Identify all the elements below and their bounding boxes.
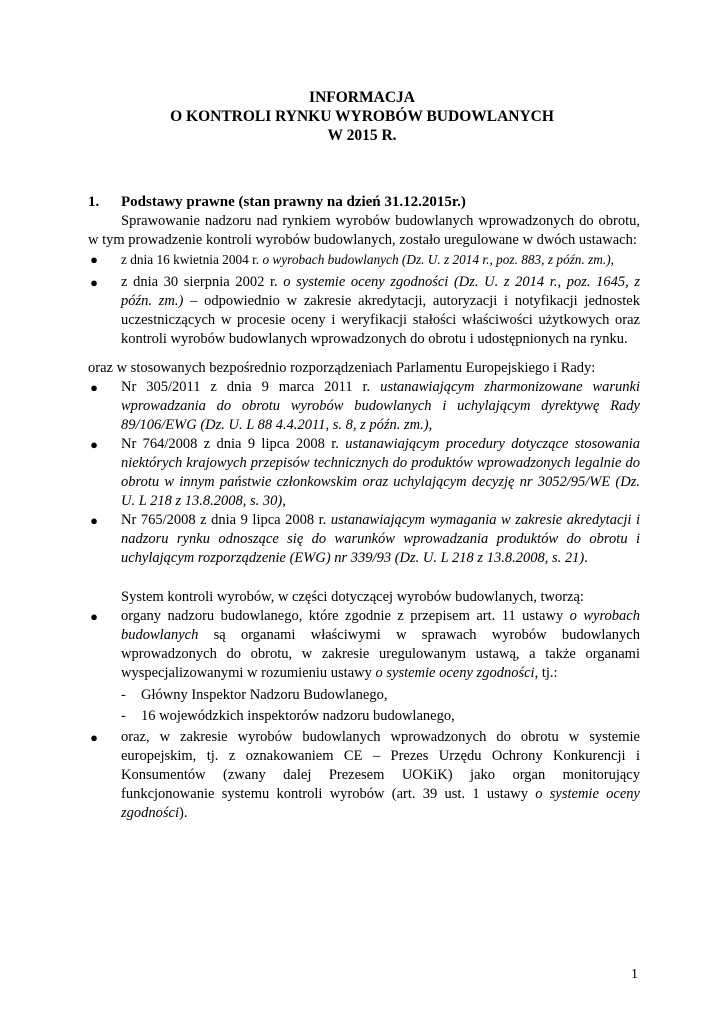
- page-number: 1: [631, 967, 638, 982]
- bullet-icon: ●: [90, 380, 98, 395]
- document-title: [0, 88, 724, 145]
- list-item: ● Nr 764/2008 z dnia 9 lipca 2008 r. ustanawiającym procedury dotyczące stosowania niektórych krajowych przepisów technicznych do produktów wprowadzonych legalnie do obrotu w innym państwie członkowskim oraz uchylającym decyzję nr 3052/95/WE (Dz. U. L 218 z 13.8.2008, s. 30),: [88, 435, 640, 511]
- bullet-icon: ●: [90, 275, 98, 290]
- regulations-intro: oraz w stosowanych bezpośrednio rozporządzeniach Parlamentu Europejskiego i Rady:: [88, 360, 596, 376]
- title-line-1: INFORMACJA: [309, 89, 415, 106]
- intro-paragraph: Sprawowanie nadzoru nad rynkiem wyrobów budowlanych wprowadzonych do obrotu, w tym prowadzenie kontroli wyrobów budowlanych, zostało uregulowane w dwóch ustawach:: [88, 213, 640, 248]
- acts-list: [88, 250, 640, 349]
- list-item: ● Nr 305/2011 z dnia 9 marca 2011 r. ustanawiającym zharmonizowane warunki wprowadzania do obrotu wyrobów budowlanych i uchylającym dyrektywę Rady 89/106/EWG (Dz. U. L 88 4.4.2011, s. 8, z późn. zm.),: [88, 378, 640, 435]
- title-line-2: O KONTROLI RYNKU WYROBÓW BUDOWLANYCH: [170, 108, 554, 125]
- list-item: ● oraz, w zakresie wyrobów budowlanych wprowadzonych do obrotu w systemie europejskim, tj. z oznakowaniem CE – Prezes Urzędu Ochrony Konkurencji i Konsumentów (zwany dalej Prezesem UOKiK) jako organ monitorujący funkcjonowanie systemu kontroli wyrobów (art. 39 ust. 1 ustawy o systemie oceny zgodności).: [88, 728, 640, 823]
- title-line-3: W 2015 R.: [327, 127, 397, 144]
- dash-marker: -: [121, 708, 126, 724]
- section-1-body: [88, 212, 640, 823]
- regulations-list: [88, 378, 640, 568]
- list-item: ● z dnia 16 kwietnia 2004 r. o wyrobach budowlanych (Dz. U. z 2014 r., poz. 883, z późn. zm.),: [88, 250, 640, 270]
- section-number: 1.: [88, 194, 100, 210]
- section-1-heading: [88, 194, 466, 211]
- bullet-icon: ●: [90, 252, 98, 267]
- list-item: ● z dnia 30 sierpnia 2002 r. o systemie oceny zgodności (Dz. U. z 2014 r., poz. 1645, z późn. zm.) – odpowiednio w zakresie akredytacji, autoryzacji i notyfikacji jednostek uczestniczących w procesie oceny i weryfikacji stałości właściwości użytkowych oraz kontroli wyrobów budowlanych wprowadzonych do obrotu i udostępnionych na rynku.: [88, 273, 640, 349]
- dash-marker: -: [121, 687, 126, 703]
- bullet-icon: ●: [90, 609, 98, 624]
- system-intro: System kontroli wyrobów, w części dotyczącej wyrobów budowlanych, tworzą:: [121, 589, 584, 605]
- organs-list: [88, 607, 640, 823]
- inspectors-list: [88, 686, 640, 726]
- bullet-icon: ●: [90, 730, 98, 745]
- list-item: - 16 wojewódzkich inspektorów nadzoru budowlanego,: [121, 708, 455, 724]
- list-item: - Główny Inspektor Nadzoru Budowlanego,: [121, 687, 388, 703]
- list-item: ● Nr 765/2008 z dnia 9 lipca 2008 r. ustanawiającym wymagania w zakresie akredytacji i nadzoru rynku odnoszące się do warunków wprowadzania produktów do obrotu i uchylającym rozporządzenie (EWG) nr 339/93 (Dz. U. L 218 z 13.8.2008, s. 21).: [88, 511, 640, 568]
- list-item: ● organy nadzoru budowlanego, które zgodnie z przepisem art. 11 ustawy o wyrobach budowlanych są organami właściwymi w sprawach wyrobów budowlanych wprowadzonych do obrotu, w zakresie uregulowanym ustawą, a także organami wyspecjalizowanymi w rozumieniu ustawy o systemie oceny zgodności, tj.: - Główny Inspektor Nadzoru Budowlanego, - 16 wojewódzkich inspektorów nadzoru budowlanego,: [88, 607, 640, 726]
- section-title: Podstawy prawne (stan prawny na dzień 31.12.2015r.): [121, 194, 466, 210]
- bullet-icon: ●: [90, 437, 98, 452]
- bullet-icon: ●: [90, 513, 98, 528]
